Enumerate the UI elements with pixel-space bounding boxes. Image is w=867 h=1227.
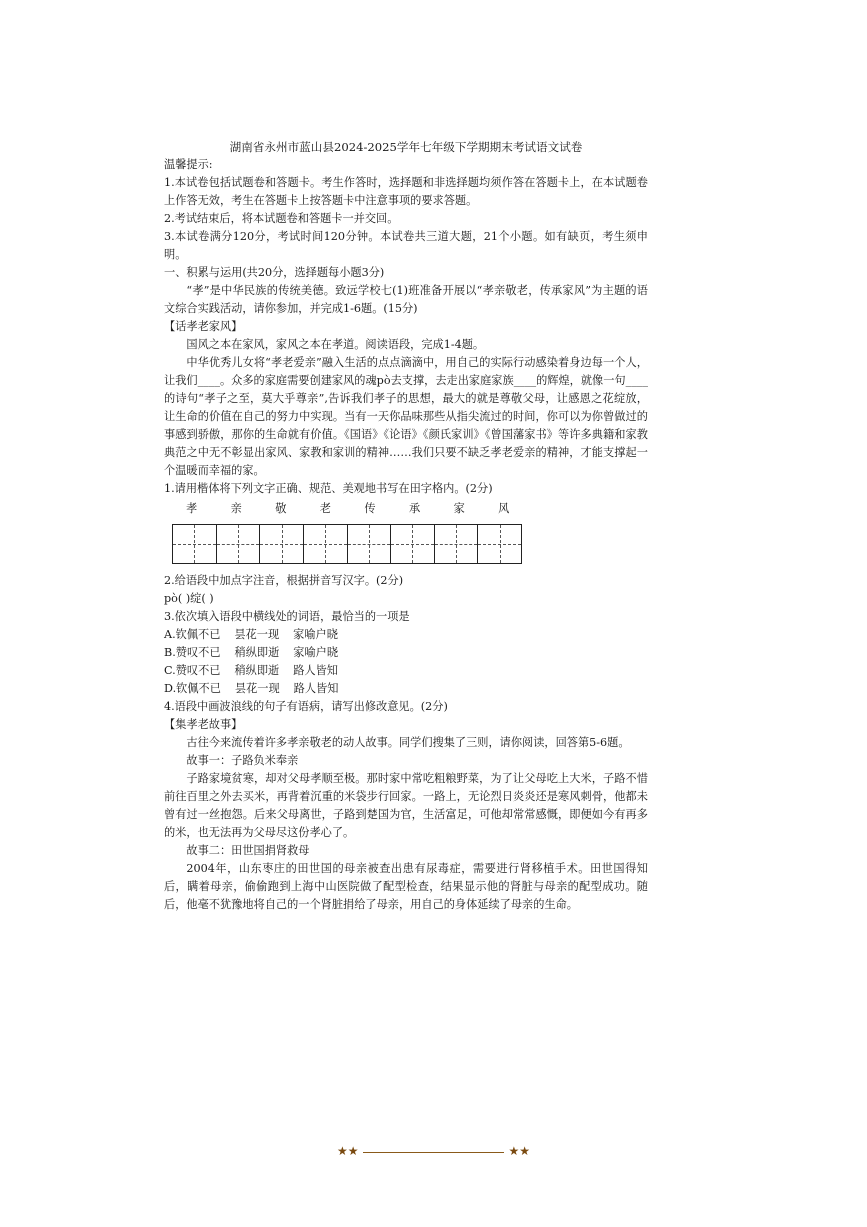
option-text: A.钦佩不已 (164, 628, 221, 641)
q1-characters (186, 500, 648, 518)
star-icon: ★★ (508, 1144, 530, 1158)
q1-char: 老 (319, 502, 331, 515)
section-intro: “孝”是中华民族的传统美德。致远学校七(1)班准备开展以“孝亲敬老，传承家风”为主题的语文综合实践活动，请你参加，并完成1-6题。(15分) (164, 284, 648, 315)
page-title: 湖南省永州市蓝山县2024-2025学年七年级下学期期末考试语文试卷 (229, 140, 583, 154)
option-text: 昙花一现 (234, 628, 280, 641)
tips-label: 温馨提示: (164, 158, 213, 171)
option-text: B.赞叹不已 (164, 646, 221, 659)
part2-title: 【集孝老故事】 (164, 718, 243, 731)
grid-cell[interactable] (435, 525, 479, 563)
q1-char: 敬 (275, 502, 287, 515)
question-3: 3.依次填入语段中横线处的词语，最恰当的一项是 (164, 610, 410, 623)
story1-text: 子路家境贫寒，却对父母孝顺至极。那时家中常吃粗粮野菜，为了让父母吃上大米，子路不惜前往百里之外去买米，再背着沉重的米袋步行回家。一路上，无论烈日炎炎还是寒风刺骨，他都未曾有过一丝抱怨。后来父母离世，子路到楚国为官，生活富足，可他却常常感慨，即便如今有再多的米，也无法再为父母尽这份孝心了。 (164, 772, 648, 839)
story2-text: 2004年，山东枣庄的田世国的母亲被查出患有尿毒症，需要进行肾移植手术。田世国得知后，瞒着母亲，偷偷跑到上海中山医院做了配型检查，结果显示他的肾脏与母亲的配型成功。随后，他毫不犹豫地将自己的一个肾脏捐给了母亲，用自己的身体延续了母亲的生命。 (164, 862, 648, 911)
footer-ornament (337, 1146, 530, 1160)
q2-answer-blank: pò( )绽( ) (164, 592, 214, 605)
q3-option-d (164, 680, 648, 698)
option-text: 家喻户晓 (293, 628, 338, 641)
q3-option-a (164, 626, 648, 644)
option-text: 路人皆知 (293, 682, 339, 695)
tip-2: 2.考试结束后，将本试题卷和答题卡一并交回。 (164, 212, 399, 225)
option-text: 昙花一现 (234, 682, 280, 695)
section-heading: 一、积累与运用(共20分，选择题每小题3分) (164, 266, 385, 279)
question-1: 1.请用楷体将下列文字正确、规范、美观地书写在田字格内。(2分) (164, 482, 493, 495)
q1-char: 家 (453, 502, 465, 515)
grid-cell[interactable] (260, 525, 304, 563)
part2-lead: 古往今来流传着许多孝亲敬老的动人故事。同学们搜集了三则，请你阅读，回答第5-6题。 (186, 736, 630, 749)
q3-option-c (164, 662, 648, 680)
part1-title: 【话孝老家风】 (164, 320, 243, 333)
grid-cell[interactable] (217, 525, 261, 563)
q1-char: 孝 (186, 502, 198, 515)
tianzige-grid (172, 524, 522, 564)
option-text: 家喻户晓 (293, 646, 339, 659)
question-2: 2.给语段中加点字注音，根据拼音写汉字。(2分) (164, 574, 404, 587)
grid-cell[interactable] (391, 525, 435, 563)
star-icon: ★★ (337, 1144, 359, 1158)
option-text: 稍纵即逝 (234, 646, 280, 659)
footer-divider (363, 1152, 504, 1153)
option-text: C.赞叹不已 (164, 664, 221, 677)
q3-option-b (164, 644, 648, 662)
story1-title: 故事一：子路负米奉亲 (186, 754, 299, 767)
story2-title: 故事二：田世国捐肾救母 (186, 844, 310, 857)
q1-char: 亲 (230, 502, 242, 515)
part1-lead: 国风之本在家风，家风之本在孝道。阅读语段，完成1-4题。 (186, 338, 485, 351)
grid-cell[interactable] (478, 525, 521, 563)
q1-char: 传 (364, 502, 376, 515)
q1-char: 风 (498, 502, 510, 515)
exam-page (164, 138, 648, 914)
grid-cell[interactable] (304, 525, 348, 563)
grid-cell[interactable] (173, 525, 217, 563)
option-text: D.钦佩不已 (164, 682, 221, 695)
grid-cell[interactable] (348, 525, 392, 563)
option-text: 稍纵即逝 (234, 664, 280, 677)
tip-3: 3.本试卷满分120分，考试时间120分钟。本试卷共三道大题，21个小题。如有缺页，考生须申明。 (164, 230, 648, 261)
tip-1: 1.本试卷包括试题卷和答题卡。考生作答时，选择题和非选择题均须作答在答题卡上，在本试题卷上作答无效，考生在答题卡上按答题卡中注意事项的要求答题。 (164, 176, 648, 207)
q1-char: 承 (408, 502, 421, 515)
option-text: 路人皆知 (293, 664, 338, 677)
passage: 中华优秀儿女将“孝老爱亲”融入生活的点点滴滴中，用自己的实际行动感染着身边每一个人，让我们____。众多的家庭需要创建家风的魂pò去支撑，去走出家庭家族____的辉煌，就像一句____的诗句“孝子之至，莫大乎尊亲”,告诉我们孝子的思想，最大的就是尊敬父母，让感恩之花绽放，让生命的价值在自己的努力中实现。当有一天你品味那些从指尖流过的时间，你可以为你曾做过的事感到骄傲，那你的生命就有价值。《国语》《论语》《颜氏家训》《曾国藩家书》等许多典籍和家教典范之中无不彰显出家风、家教和家训的精神……我们只要不缺乏孝老爱亲的精神，才能支撑起一个温暖而幸福的家。 (164, 356, 648, 477)
question-4: 4.语段中画波浪线的句子有语病，请写出修改意见。(2分) (164, 700, 448, 713)
